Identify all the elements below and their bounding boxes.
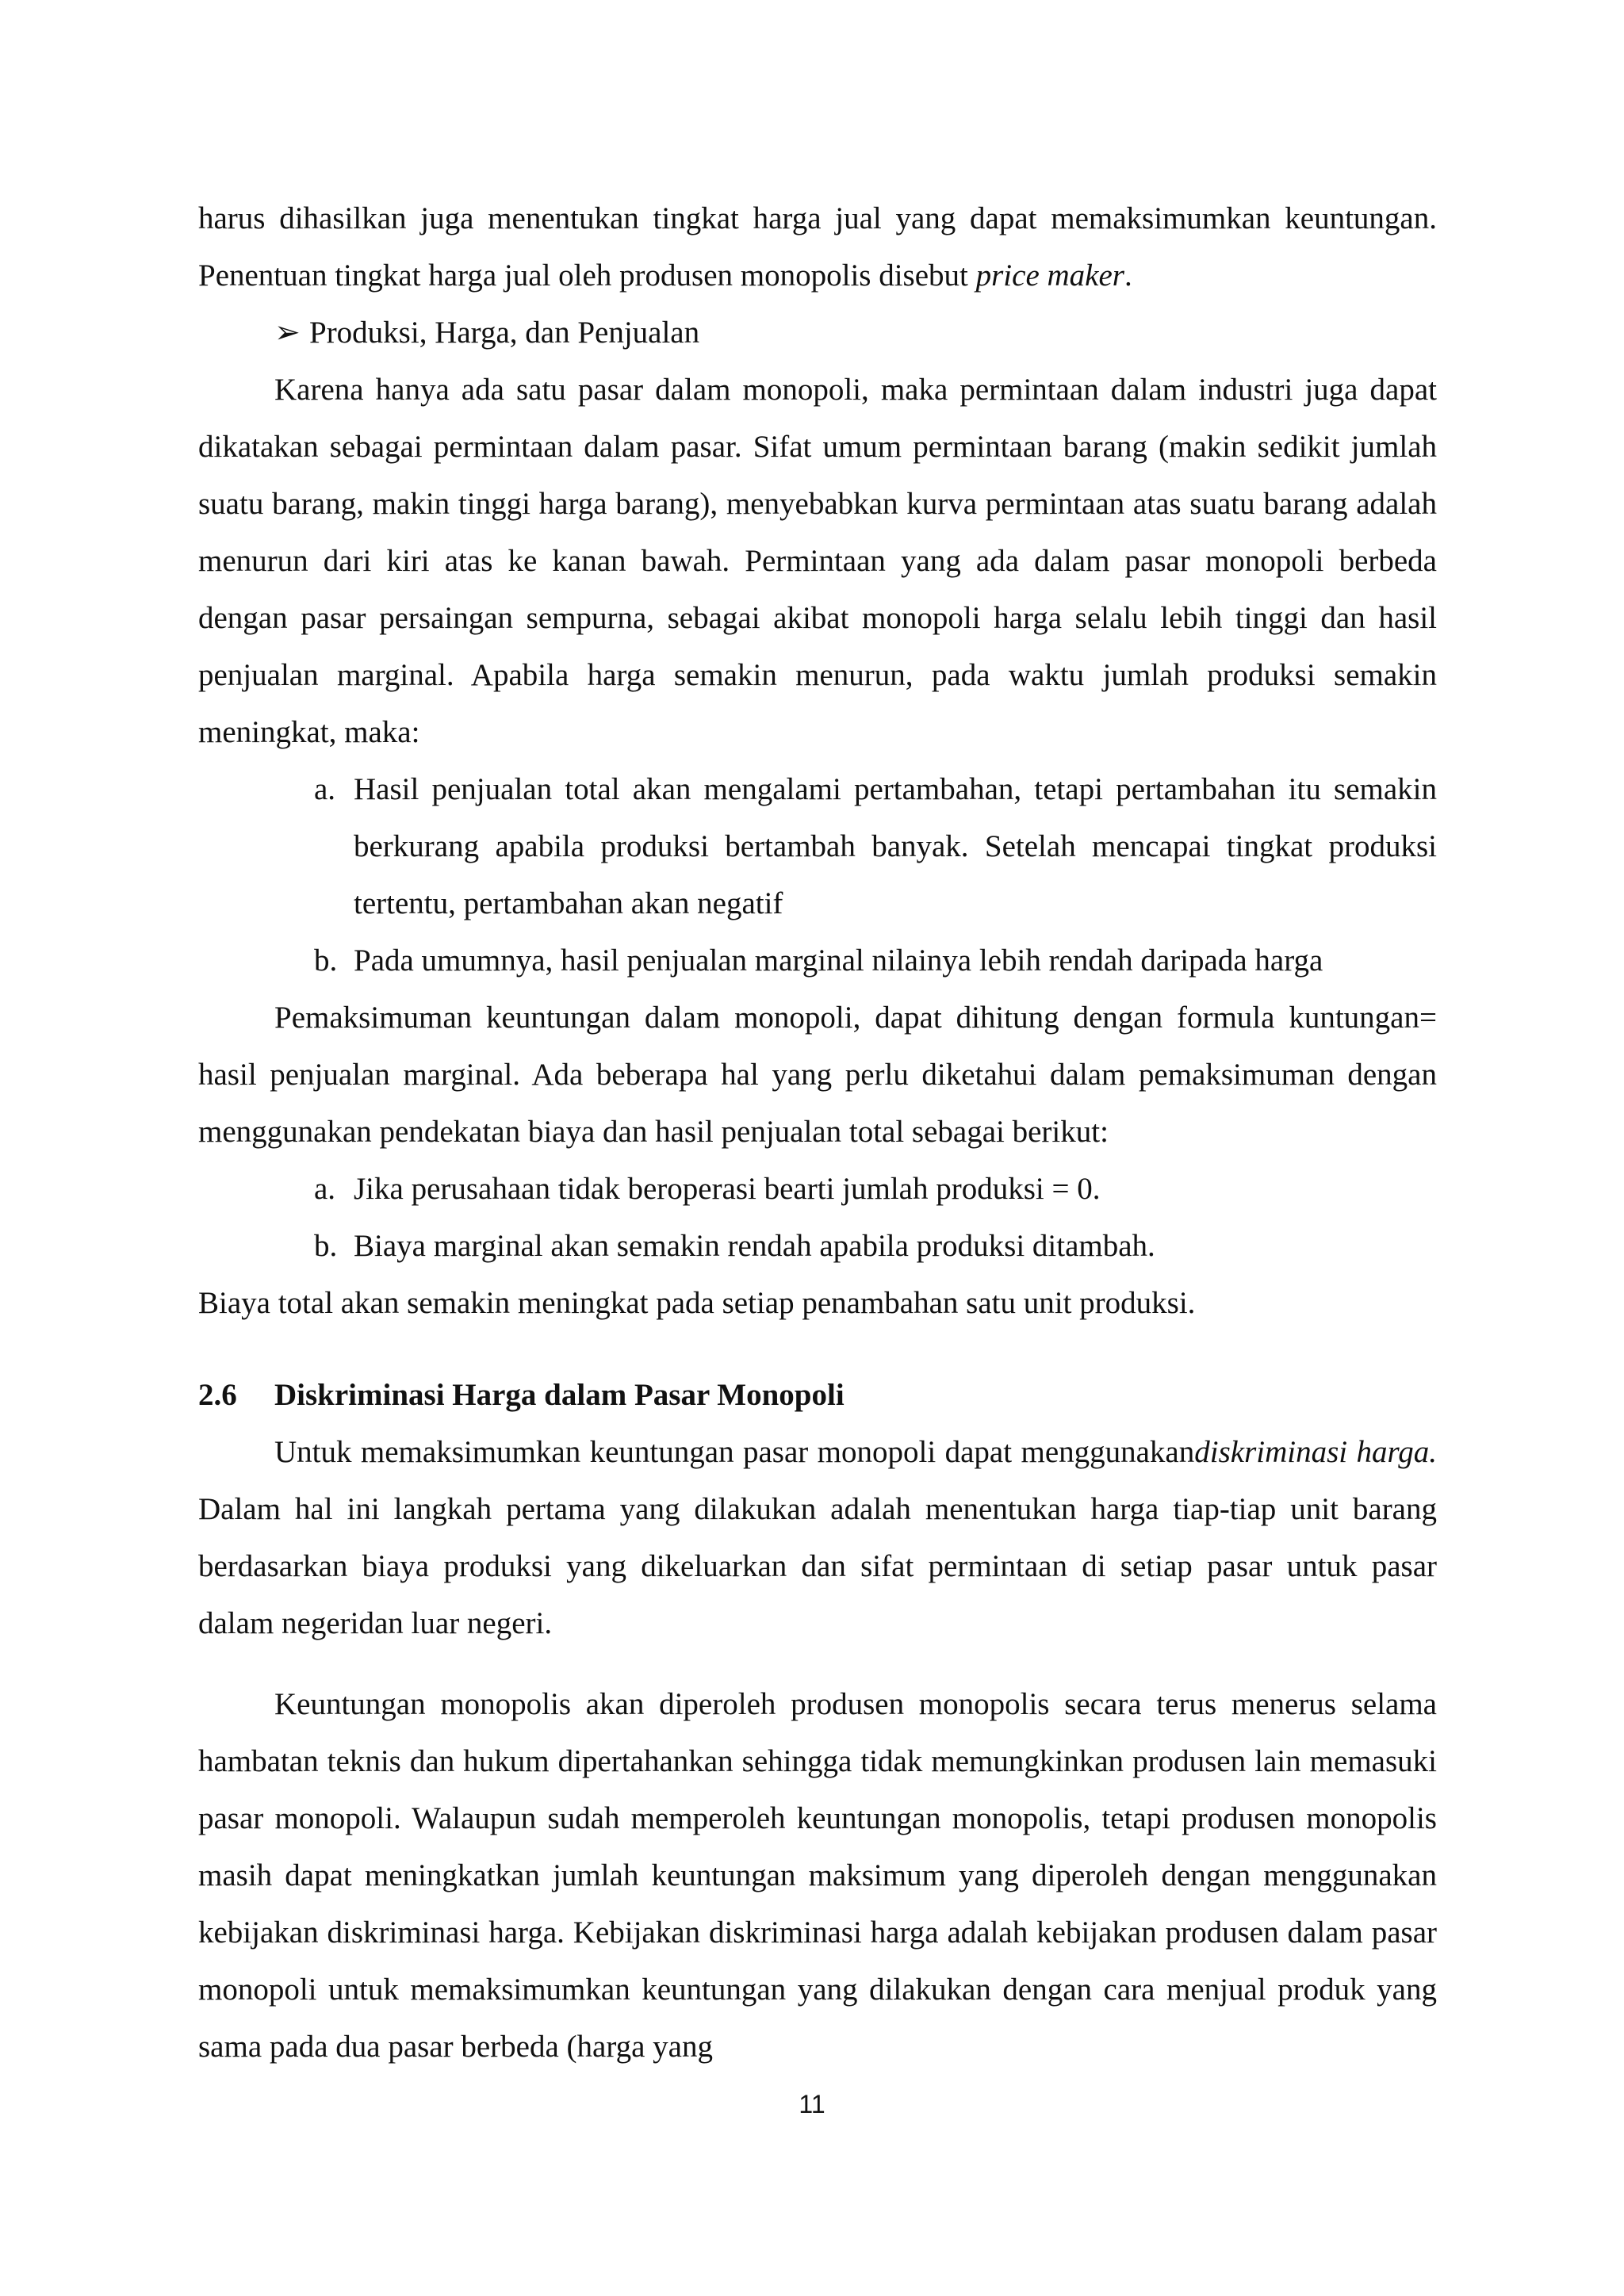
list-item-text: Biaya marginal akan semakin rendah apabila produksi ditambah.	[354, 1229, 1155, 1263]
list-marker: b.	[314, 1229, 338, 1263]
list-item-text: Hasil penjualan total akan mengalami pertambahan, tetapi pertambahan itu semakin berkurang apabila produksi bertambah banyak. Setelah mencapai tingkat produksi tertentu, pertambahan akan negatif	[354, 772, 1437, 920]
paragraph-pemaksimuman: Pemaksimuman keuntungan dalam monopoli, dapat dihitung dengan formula kuntungan= hasil penjualan marginal. Ada beberapa hal yang perlu diketahui dalam pemaksimuman dengan menggunakan pendekatan biaya dan hasil penjualan total sebagai berikut:	[198, 1001, 1437, 1149]
list-penjualan	[198, 761, 1437, 989]
term-price-maker: price maker	[975, 258, 1124, 293]
section-heading	[198, 1367, 1437, 1424]
arrow-bullet-icon: ➢	[274, 316, 301, 350]
paragraph-biaya-total: Biaya total akan semakin meningkat pada setiap penambahan satu unit produksi.	[198, 1286, 1196, 1320]
list-biaya	[198, 1161, 1437, 1275]
paragraph-keuntungan: Keuntungan monopolis akan diperoleh produsen monopolis secara terus menerus selama hambatan teknis dan hukum dipertahankan sehingga tidak memungkinkan produsen lain memasuki pasar monopoli. Walaupun sudah memperoleh keuntungan monopolis, tetapi produsen monopolis masih dapat meningkatkan jumlah keuntungan maksimum yang diperoleh dengan menggunakan kebijakan diskriminasi harga. Kebijakan diskriminasi harga adalah kebijakan produsen dalam pasar monopoli untuk memaksimumkan keuntungan yang dilakukan dengan cara menjual produk yang sama pada dua pasar berbeda (harga yang	[198, 1687, 1437, 2064]
paragraph-intro-text: harus dihasilkan juga menentukan tingkat harga jual yang dapat memaksimumkan keuntungan. Penentuan tingkat harga jual oleh produsen monopolis disebut	[198, 201, 1437, 293]
section-number: 2.6	[198, 1378, 237, 1412]
paragraph-produksi: Karena hanya ada satu pasar dalam monopoli, maka permintaan dalam industri juga dapat dikatakan sebagai permintaan dalam pasar. Sifat umum permintaan barang (makin sedikit jumlah suatu barang, makin tinggi harga barang), menyebabkan kurva permintaan atas suatu barang adalah menurun dari kiri atas ke kanan bawah. Permintaan yang ada dalam pasar monopoli berbeda dengan pasar persaingan sempurna, sebagai akibat monopoli harga selalu lebih tinggi dan hasil penjualan marginal. Apabila harga semakin menurun, pada waktu jumlah produksi semakin meningkat, maka:	[198, 373, 1437, 749]
list-item	[198, 932, 1437, 989]
paragraph-diskriminasi-end: Dalam hal ini langkah pertama yang dilakukan adalah menentukan harga tiap-tiap unit barang berdasarkan biaya produksi yang dikeluarkan dan sifat permintaan di setiap pasar untuk pasar dalam negeridan luar negeri.	[198, 1492, 1437, 1640]
list-item	[198, 1218, 1437, 1275]
list-marker: b.	[314, 943, 338, 978]
list-item	[198, 761, 1437, 932]
page-number: 11	[799, 2090, 825, 2118]
bullet-heading	[274, 304, 1437, 362]
paragraph-intro	[198, 190, 1437, 304]
list-marker: a.	[314, 1172, 336, 1206]
paragraph-intro-end: .	[1124, 258, 1132, 293]
term-diskriminasi-harga: diskriminasi harga.	[1194, 1435, 1437, 1469]
list-item-text: Jika perusahaan tidak beroperasi bearti jumlah produksi = 0.	[354, 1172, 1101, 1206]
document-page	[198, 190, 1437, 2076]
list-marker: a.	[314, 772, 336, 806]
paragraph-diskriminasi	[198, 1424, 1437, 1652]
list-item-text: Pada umumnya, hasil penjualan marginal nilainya lebih rendah daripada harga	[354, 943, 1323, 978]
bullet-heading-label: Produksi, Harga, dan Penjualan	[309, 316, 700, 350]
paragraph-diskriminasi-start: Untuk memaksimumkan keuntungan pasar monopoli dapat menggunakan	[274, 1435, 1195, 1469]
section-title: Diskriminasi Harga dalam Pasar Monopoli	[274, 1378, 845, 1412]
list-item	[198, 1161, 1437, 1218]
